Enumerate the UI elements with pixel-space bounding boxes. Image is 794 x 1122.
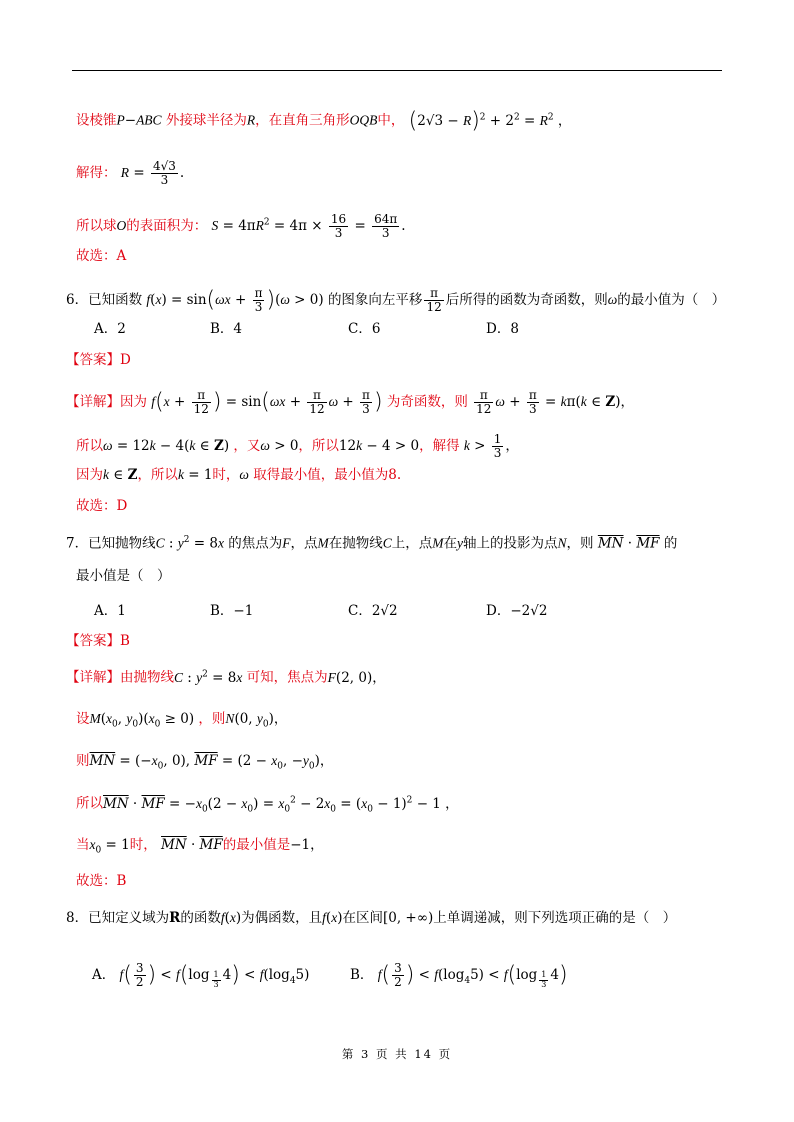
- solution5-line2: 解得： R = $\frac{4√3}{3}$ .: [76, 159, 185, 188]
- q7-option-a[interactable]: A．1: [94, 603, 126, 619]
- q6-option-a[interactable]: A．2: [94, 321, 126, 337]
- solution5-line3: 所以球O的表面积为： $S = 4\pi R^2 = 4\pi$ × $\frac{16}{3}$ = $\frac{64\pi}{3}$ .: [76, 212, 406, 241]
- q7-option-d[interactable]: D．−2√2: [486, 603, 548, 619]
- q6-option-d[interactable]: D．8: [486, 321, 519, 337]
- q7-answer: 【答案】B: [66, 633, 130, 649]
- q7-detail-line4: 所以$\overline{MN} \cdot \overline{MF} = -x_0(2 - x_0) = x_0^2 - 2x_0 = (x_0 - 1)^2 - 1$ ，: [76, 795, 459, 815]
- q6-answer: 【答案】D: [66, 352, 131, 368]
- q6-detail-line3: 因为k ∈ Z，所以k = 1时，ω 取得最小值，最小值为8.: [76, 467, 402, 483]
- solution5-choice: 故选：A: [76, 248, 127, 264]
- q6-option-c[interactable]: C．6: [348, 321, 381, 337]
- header-rule: [72, 70, 722, 71]
- q6-detail-line1: 【详解】因为 f(x + $\frac{\pi}{12}$ ) = sin(ωx + $\frac{\pi}{12}$ ω + $\frac{\pi}{3}$ ) 为奇函数，则 $\frac{\pi}{12}$ ω + $\frac{\pi}{3}$ = kπ(k ∈ Z)，: [66, 388, 635, 417]
- q8-option-b[interactable]: B． f( $\frac{3}{2}$ ) < $f(\log_45) < f(\log$ $_{\frac{1}{3}}$ 4): [350, 961, 568, 990]
- q6-stem: 6．已知函数 f(x) = sin(ωx + $\frac{\pi}{3}$ )(ω > 0) 的图象向左平移 $\frac{\pi}{12}$ 后所得的函数为奇函数，则ω的最小值为（ ）: [66, 286, 726, 315]
- q6-choice: 故选：D: [76, 498, 128, 514]
- q7-detail-line3: 则$\overline{MN} = (-x_0$, 0), $\overline{MF} = (2 - x_0$, $-y_0$)，: [76, 753, 334, 772]
- q7-option-c[interactable]: C．2√2: [348, 603, 398, 619]
- solution5-line1: 设棱锥P−ABC 外接球半径为R，在直角三角形OQB中， $(2√3 - R)^2 + 2^2 = R^2$ ，: [76, 108, 572, 133]
- q6-option-b[interactable]: B．4: [210, 321, 243, 337]
- q6-detail-line2: 所以ω = 12k − 4(k ∈ Z) ，又ω > 0，所以12k − 4 > 0，解得 k > $\frac{1}{3}$ ，: [76, 432, 519, 461]
- q7-detail-line2: 设$M(x_0$, $y_0)(x_0 \ge 0)$ ，则N(0, $y_0$)，: [76, 711, 288, 730]
- q8-option-a[interactable]: A． f( $\frac{3}{2}$ ) < f(log $_{\frac{1}{3}}$ $4) < f(\log_45)$: [92, 961, 310, 990]
- q7-option-b[interactable]: B．−1: [210, 603, 254, 619]
- q7-detail-line5: 当$x_0 = 1$时， $\overline{MN} \cdot \overline{MF}$的最小值是−1，: [76, 837, 324, 856]
- q7-detail-line1: 【详解】由抛物线C : $y^2 = 8x$ 可知，焦点为F(2, 0)，: [66, 669, 386, 686]
- page-footer: 第 3 页 共 14 页: [341, 1047, 453, 1061]
- q8-stem: 8．已知定义域为R的函数f(x)为偶函数，且f(x)在区间[0, +∞)上单调递减，则下列选项正确的是（ ）: [66, 910, 677, 926]
- q7-choice: 故选：B: [76, 873, 127, 889]
- q7-stem-line2: 最小值是（ ）: [76, 568, 171, 584]
- q7-stem-line1: 7．已知抛物线C : $y^2 = 8x$ 的焦点为F，点M在抛物线C上，点M在y轴上的投影为点N，则 $\overline{MN} \cdot \overline{MF}$ 的: [66, 535, 678, 552]
